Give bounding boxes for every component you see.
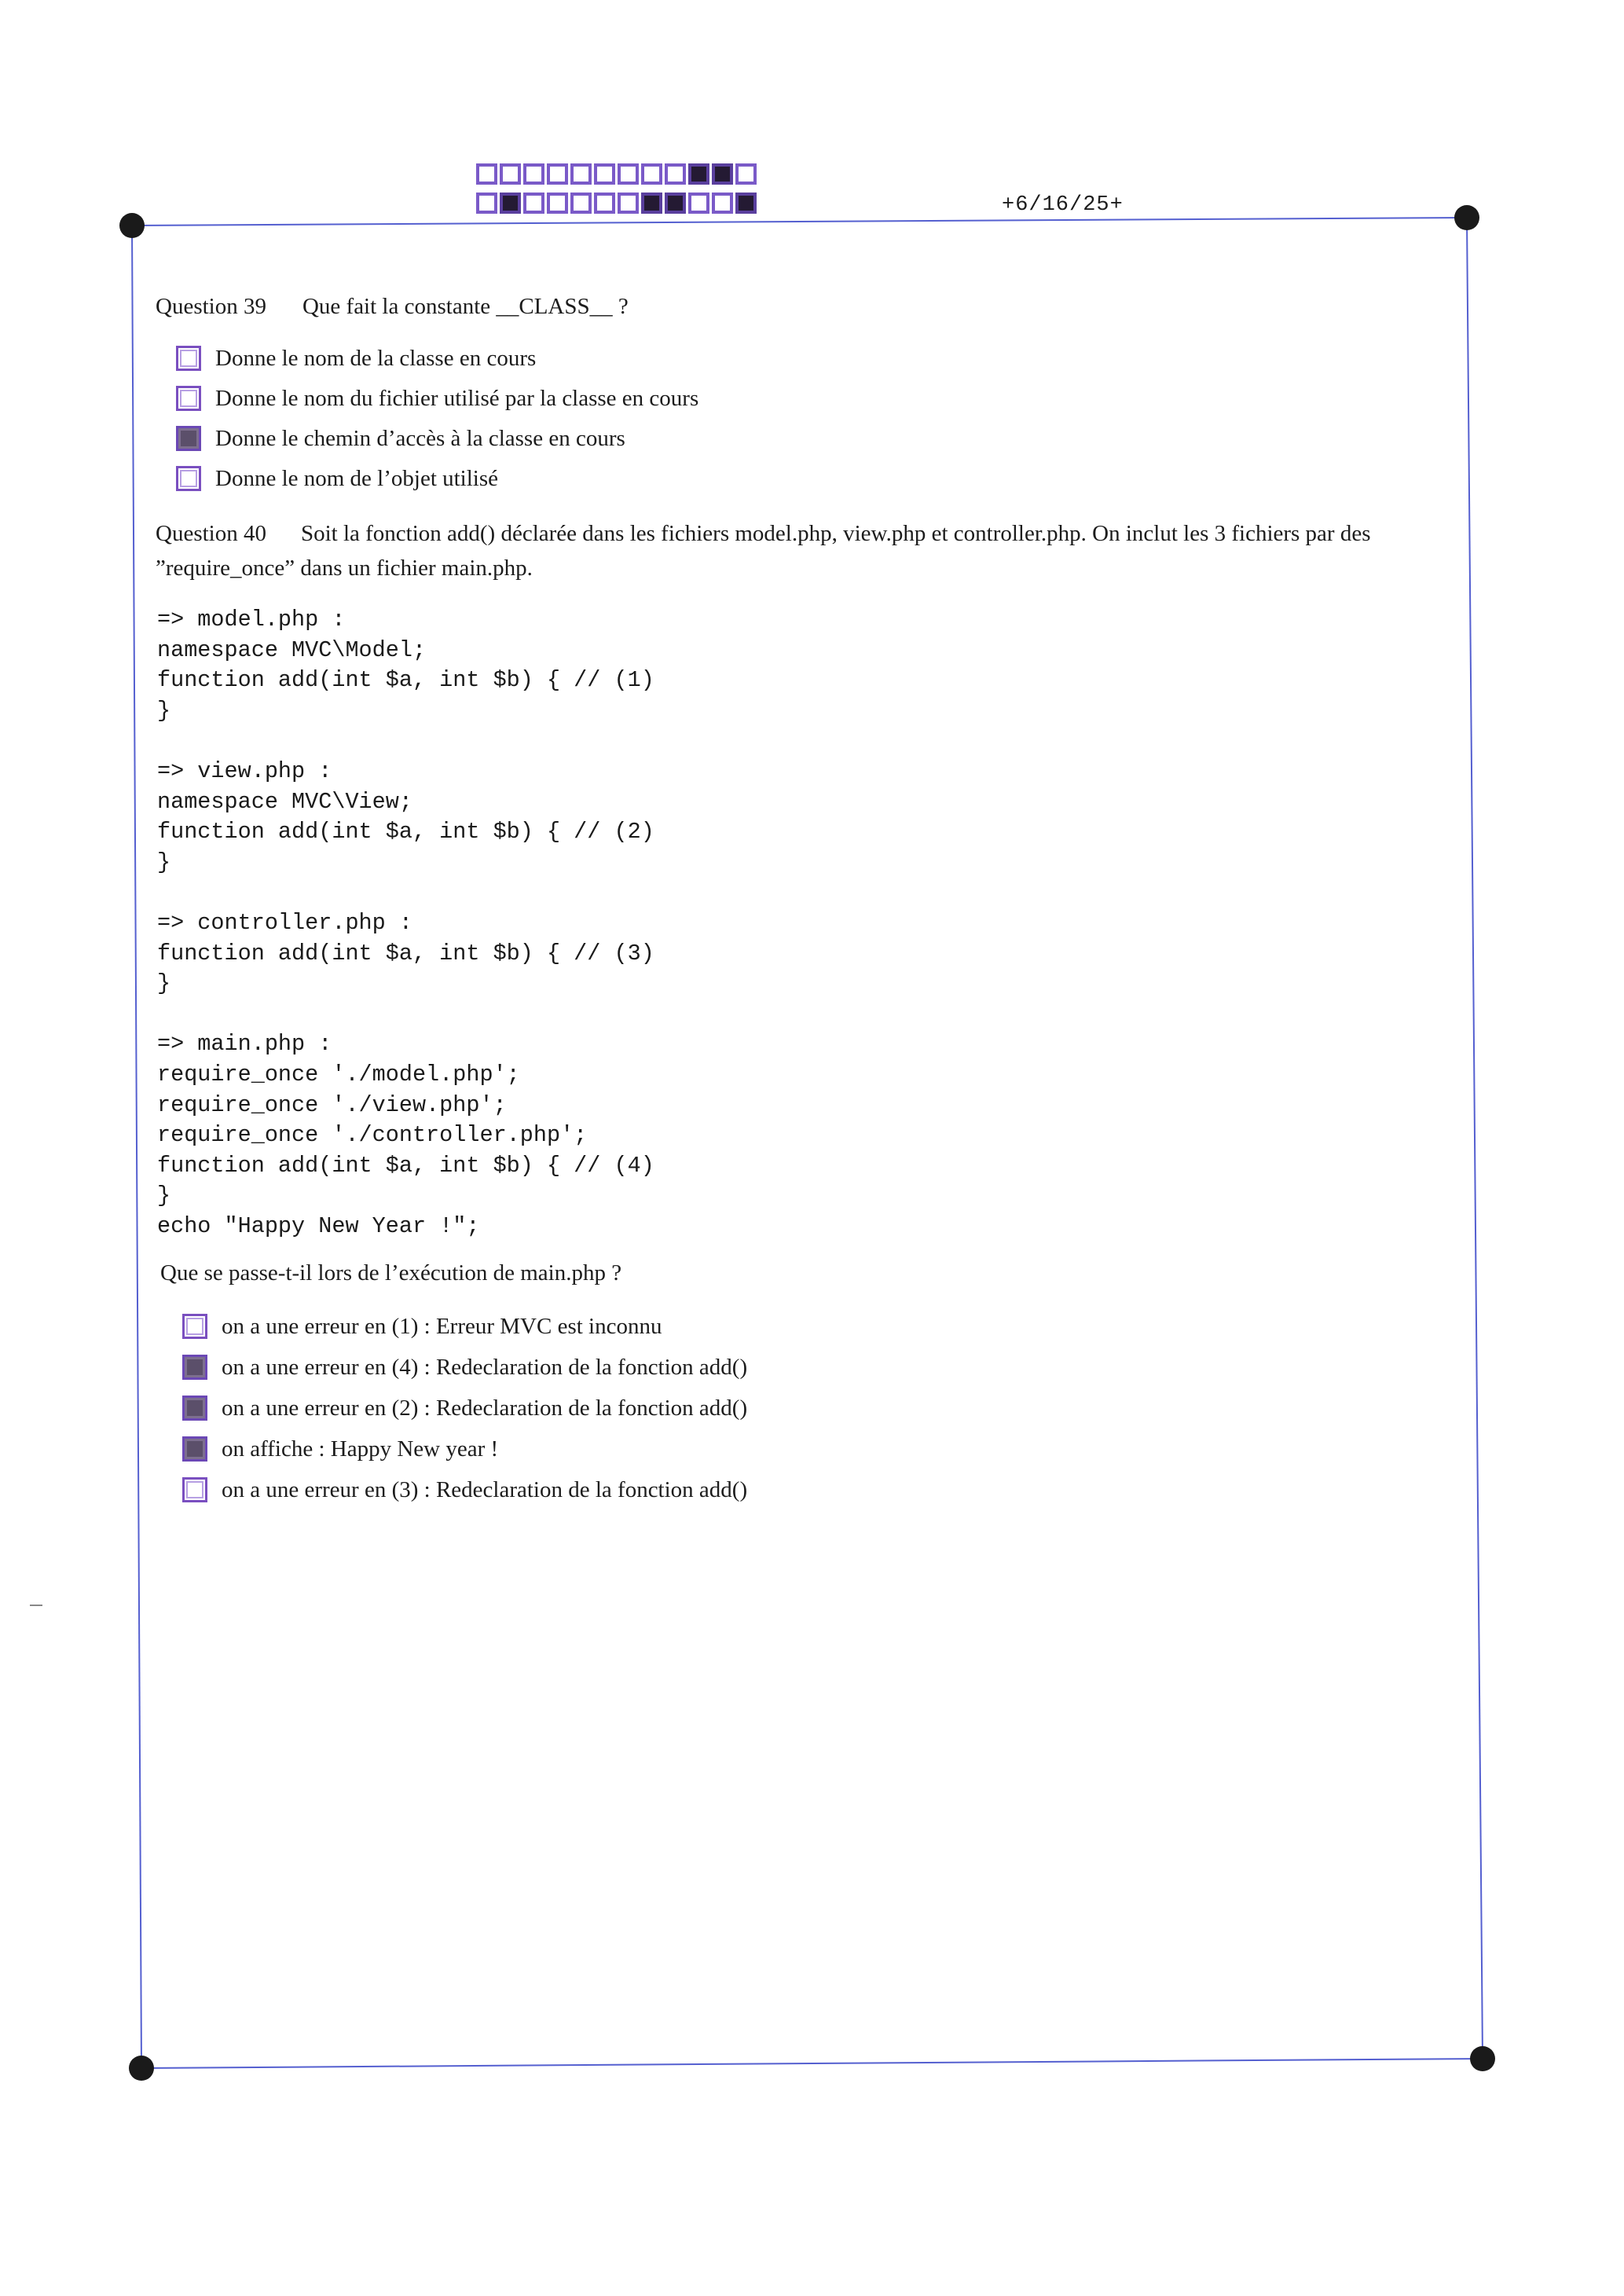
corner-mark-top-right <box>1454 205 1479 230</box>
checkbox[interactable] <box>176 466 201 491</box>
checkbox[interactable] <box>182 1355 207 1380</box>
code-bit-box <box>735 193 757 214</box>
checkbox[interactable] <box>176 426 201 451</box>
code-bit-box <box>476 163 497 185</box>
code-bit-box <box>570 163 592 185</box>
code-bit-box <box>594 193 615 214</box>
q40-choice-3[interactable] <box>182 1392 747 1424</box>
q40-intro <box>156 516 1452 585</box>
q40-choice-1[interactable] <box>182 1311 662 1342</box>
page-id: +6/16/25+ <box>1002 193 1124 217</box>
page-code-row-1 <box>476 163 759 185</box>
choice-label: Donne le nom de l’objet utilisé <box>215 465 499 491</box>
code-bit-box <box>523 163 544 185</box>
corner-mark-top-left <box>119 213 145 238</box>
code-bit-box <box>547 163 568 185</box>
q40-label: Question 40 <box>156 521 266 546</box>
choice-label: Donne le nom de la classe en cours <box>215 345 537 371</box>
code-bit-box <box>688 163 709 185</box>
code-bit-box <box>500 163 521 185</box>
code-bit-box <box>594 163 615 185</box>
choice-label: on affiche : Happy New year ! <box>222 1436 499 1462</box>
checkbox[interactable] <box>182 1396 207 1421</box>
q39-title <box>156 294 629 320</box>
q39-choice-4[interactable] <box>176 463 498 494</box>
checkbox[interactable] <box>182 1477 207 1502</box>
corner-mark-bottom-right <box>1470 2046 1495 2071</box>
code-bit-box <box>712 193 733 214</box>
choice-label: on a une erreur en (2) : Redeclaration de la fonction add() <box>222 1395 748 1421</box>
q39-text: Que fait la constante __CLASS__ ? <box>302 294 629 319</box>
code-bit-box <box>665 193 686 214</box>
checkbox[interactable] <box>176 386 201 411</box>
code-bit-box <box>618 193 639 214</box>
page-code-row-2 <box>476 193 759 214</box>
q40-choice-5[interactable] <box>182 1474 747 1506</box>
code-bit-box <box>665 163 686 185</box>
code-bit-box <box>570 193 592 214</box>
q40-text: Soit la fonction add() déclarée dans les fichiers model.php, view.php et controller.php. On inclut les 3 fichiers par des ”require_once” dans un fichier main.php. <box>156 521 1371 581</box>
code-bit-box <box>712 163 733 185</box>
code-bit-box <box>735 163 757 185</box>
code-bit-box <box>618 163 639 185</box>
checkbox[interactable] <box>182 1436 207 1462</box>
code-bit-box <box>641 163 662 185</box>
choice-label: Donne le chemin d’accès à la classe en cours <box>215 425 625 451</box>
q39-label: Question 39 <box>156 294 266 319</box>
q39-choice-1[interactable] <box>176 343 536 374</box>
code-bit-box <box>641 193 662 214</box>
q39-choice-2[interactable] <box>176 383 698 414</box>
q40-question: Que se passe-t-il lors de l’exécution de main.php ? <box>160 1260 622 1286</box>
choice-label: Donne le nom du fichier utilisé par la classe en cours <box>215 385 699 411</box>
corner-mark-bottom-left <box>129 2056 154 2081</box>
checkbox[interactable] <box>176 346 201 371</box>
code-bit-box <box>688 193 709 214</box>
code-bit-box <box>547 193 568 214</box>
checkbox[interactable] <box>182 1314 207 1339</box>
code-bit-box <box>523 193 544 214</box>
q39-choice-3[interactable] <box>176 423 625 454</box>
q40-code-block: => model.php : namespace MVC\Model; function add(int $a, int $b) { // (1) } => view.php : namespace MVC\View; function add(int $a, int $b) { // (2) } => controller.php : function add(int $a, int $b) { // (3) } => main.php : require_once './model.php'; require_once './view.php'; require_once './controller.php'; function add(int $a, int $b) { // (4) } echo "Happy New Year !"; <box>157 607 654 1239</box>
q40-choice-2[interactable] <box>182 1352 747 1383</box>
code-bit-box <box>476 193 497 214</box>
code-bit-box <box>500 193 521 214</box>
q40-choice-4[interactable] <box>182 1433 498 1465</box>
choice-label: on a une erreur en (4) : Redeclaration de la fonction add() <box>222 1354 748 1380</box>
choice-label: on a une erreur en (1) : Erreur MVC est inconnu <box>222 1313 662 1339</box>
choice-label: on a une erreur en (3) : Redeclaration de la fonction add() <box>222 1476 748 1502</box>
